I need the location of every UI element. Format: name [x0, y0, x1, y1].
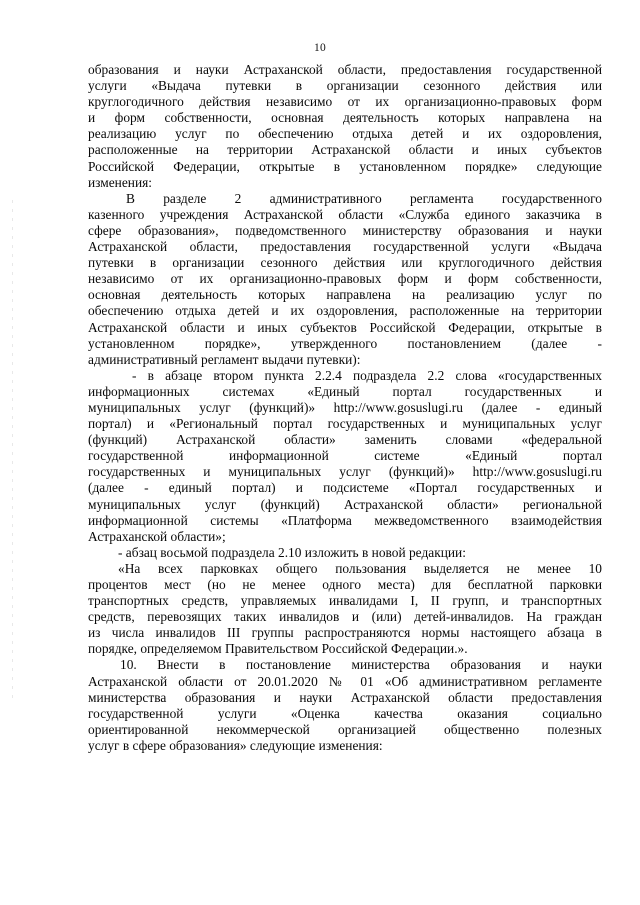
text-line: муниципальных услуг (функций)» http://www.gosuslugi.ru (далее - единый [88, 399, 602, 415]
text-line: портал) и «Региональный портал государственных и муниципальных услуг [88, 416, 602, 432]
text-line: В разделе 2 административного регламента государственного [126, 190, 602, 206]
text-line: обеспечению отдыха детей и их оздоровления, расположенные на территории [88, 303, 602, 319]
text-line: образования и науки Астраханской области, предоставления государственной [88, 62, 602, 77]
text-line: услуг в сфере образования» следующие изменения: [88, 737, 383, 753]
text-line: Астраханской области»; [88, 528, 226, 544]
text-line: административный регламент выдачи путевки): [88, 351, 361, 367]
text-line: Астраханской области и иных субъектов Российской Федерации, открытые в [88, 319, 602, 335]
text-line: муниципальных услуг (функций) Астраханской области» региональной [88, 496, 602, 512]
text-line: сфере образования», подведомственного министерству образования и науки [88, 222, 602, 238]
text-line: Астраханской области, предоставления государственной услуги «Выдача [88, 239, 602, 255]
text-line: средств, перевозящих таких инвалидов и (или) детей-инвалидов. На граждан [88, 609, 602, 625]
text-line: казенного учреждения Астраханской области «Служба единого заказчика в [88, 206, 602, 222]
text-line: из числа инвалидов III группы распространяются нормы настоящего абзаца в [88, 625, 602, 641]
text-line: ориентированной некоммерческой организацией общественно полезных [88, 721, 602, 737]
text-line: процентов мест (но не менее одного места) для бесплатной парковки [88, 577, 602, 592]
text-line: услуги «Выдача путевки в организации сезонного действия или [88, 78, 602, 94]
text-line: установленном порядке», утвержденного постановлением (далее - [88, 335, 602, 351]
text-line: государственной услуги «Оценка качества оказания социально [88, 705, 602, 721]
text-line: Астраханской области от 20.01.2020 № 01 «Об административном регламенте [88, 673, 602, 689]
text-line: «На всех парковках общего пользования выделяется не менее 10 [118, 560, 602, 576]
text-line: порядке, определяемом Правительством Российской Федерации.». [88, 641, 468, 657]
text-line: путевки в организации сезонного действия или круглогодичного действия [88, 255, 602, 271]
text-line: (функций) Астраханской области» заменить словами «федеральной [88, 432, 602, 448]
text-line: информационной системы «Платформа межведомственного взаимодействия [88, 512, 602, 528]
document-body [88, 62, 602, 754]
text-line: - в абзаце втором пункта 2.2.4 подраздела 2.2 слова «государственных [132, 367, 602, 383]
text-line: и форм собственности, основная деятельность которых направлена на [88, 110, 602, 126]
text-line: (далее - единый портал) и подсистеме «Портал государственных и [88, 480, 602, 496]
text-line: транспортных средств, управляемых инвалидами I, II групп, и транспортных [88, 593, 602, 609]
text-line: государственных и муниципальных услуг (функций)» http://www.gosuslugi.ru [88, 464, 602, 480]
text-line: информационных системах «Единый портал государственных и [88, 383, 602, 399]
text-line: - абзац восьмой подраздела 2.10 изложить в новой редакции: [118, 544, 466, 560]
text-line: Российской Федерации, открытые в установленном порядке» следующие [88, 158, 602, 174]
scan-edge-mark [12, 200, 13, 700]
text-line: реализацию услуг по обеспечению отдыха детей и их оздоровления, [88, 126, 602, 142]
text-line: круглогодичного действия независимо от их организационно-правовых форм [88, 94, 602, 110]
text-line: 10. Внести в постановление министерства образования и науки [120, 657, 602, 673]
text-line: государственной информационной системе «Единый портал [88, 448, 602, 464]
text-line: министерства образования и науки Астраханской области предоставления [88, 689, 602, 705]
text-line: изменения: [88, 174, 153, 190]
text-line: основная деятельность которых направлена на реализацию услуг по [88, 287, 602, 303]
text-line: расположенные на территории Астраханской области и иных субъектов [88, 142, 602, 158]
page-number: 10 [313, 42, 327, 54]
text-line: независимо от их организационно-правовых форм и форм собственности, [88, 271, 602, 287]
